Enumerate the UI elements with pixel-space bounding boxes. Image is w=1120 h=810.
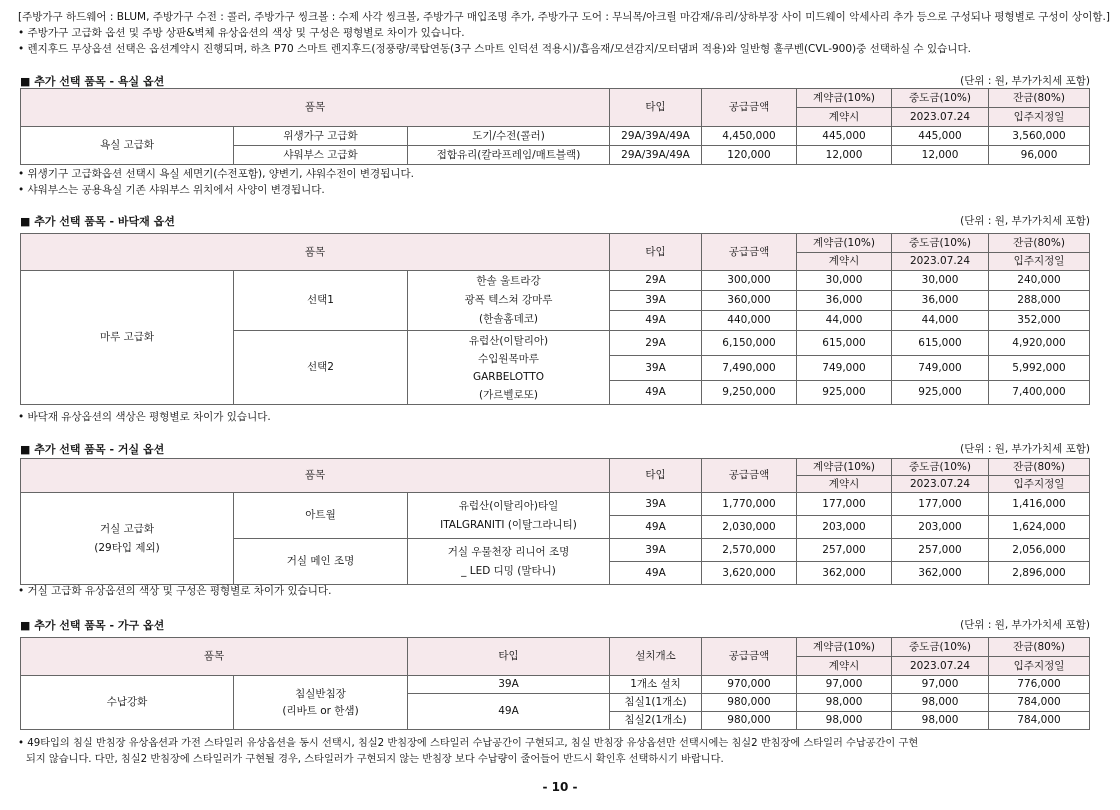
cell-middle: 615,000	[892, 331, 989, 356]
header-balance: 잔금(80%)	[989, 459, 1090, 476]
header-deposit: 계약금(10%)	[797, 234, 892, 253]
bath-section-title: ■ 추가 선택 품목 - 욕실 옵션	[20, 75, 165, 88]
header-item: 품목	[21, 89, 610, 127]
furniture-category: 수납강화	[21, 676, 234, 730]
header-middle: 중도금(10%)	[892, 89, 989, 108]
header-price: 공급금액	[702, 638, 797, 676]
cell-install-count: 침실1(1개소)	[610, 694, 702, 712]
floor-category: 마루 고급화	[21, 271, 234, 405]
header-middle-sub: 2023.07.24	[892, 253, 989, 271]
header-deposit-sub: 계약시	[797, 253, 892, 271]
bath-table	[20, 88, 1090, 165]
name-line: 침실반침장	[295, 687, 346, 700]
cell-type: 39A	[610, 539, 702, 562]
cell-price: 7,490,000	[702, 356, 797, 381]
cell-price: 440,000	[702, 311, 797, 331]
cell-type: 49A	[610, 516, 702, 539]
living-table	[20, 458, 1090, 585]
cell-type: 49A	[610, 562, 702, 585]
spec-line: 한솔 울트라강	[476, 275, 541, 287]
header-type: 타입	[610, 89, 702, 127]
header-item: 품목	[21, 459, 610, 493]
bath-note-2: • 샤워부스는 공용욕실 기존 샤워부스 위치에서 사양이 변경됩니다.	[18, 184, 325, 196]
cell-balance: 776,000	[989, 676, 1090, 694]
cell-deposit: 925,000	[797, 381, 892, 405]
header-deposit-sub: 계약시	[797, 476, 892, 493]
cell-price: 360,000	[702, 291, 797, 311]
header-deposit-sub: 계약시	[797, 657, 892, 676]
header-balance: 잔금(80%)	[989, 638, 1090, 657]
cell-middle: 362,000	[892, 562, 989, 585]
cell-middle: 44,000	[892, 311, 989, 331]
header-balance: 잔금(80%)	[989, 89, 1090, 108]
cell-balance: 784,000	[989, 694, 1090, 712]
header-price: 공급금액	[702, 234, 797, 271]
cell-balance: 240,000	[989, 271, 1090, 291]
header-middle: 중도금(10%)	[892, 638, 989, 657]
cell-middle: 98,000	[892, 712, 989, 730]
cell-deposit: 30,000	[797, 271, 892, 291]
top-note-3: • 렌지후드 무상옵션 선택은 옵션계약시 진행되며, 하츠 P70 스마트 렌지후드(정풍량/쿡탑연동(3구 스마트 인덕션 적용시)/흡음재/모션감지/모터댐퍼 적용)와 일반형 훌쿠벤(CVL-900)중 선택하실 수 있습니다.	[18, 43, 971, 55]
cell-price: 4,450,000	[702, 127, 797, 146]
header-balance-sub: 입주지정일	[989, 476, 1090, 493]
floor-option-spec	[408, 331, 610, 405]
cell-type: 49A	[610, 381, 702, 405]
cell-price: 970,000	[702, 676, 797, 694]
cell-install-count: 침실2(1개소)	[610, 712, 702, 730]
cell-type: 39A	[610, 356, 702, 381]
cell-type: 39A	[408, 676, 610, 694]
cell-type: 29A/39A/49A	[610, 146, 702, 165]
living-option-spec	[408, 539, 610, 585]
cell-middle: 36,000	[892, 291, 989, 311]
spec-line: 거실 우물천장 리니어 조명	[447, 545, 570, 558]
cell-middle: 177,000	[892, 493, 989, 516]
bath-note-1: • 위생기구 고급화옵션 선택시 욕실 세면기(수전포함), 양변기, 샤워수전이 변경됩니다.	[18, 168, 414, 180]
cell-deposit: 98,000	[797, 694, 892, 712]
furniture-note-2: 되지 않습니다. 다만, 침실2 반침장에 스타일러가 구현될 경우, 스타일러가 구현되지 않는 반침장 보다 수납량이 줄어들어 반드시 확인후 선택하시기 바랍니다.	[26, 754, 724, 765]
living-note: • 거실 고급화 유상옵션의 색상 및 구성은 평형별로 차이가 있습니다.	[18, 585, 332, 597]
spec-line: _ LED 디밍 (말타니)	[461, 564, 556, 577]
cell-balance: 7,400,000	[989, 381, 1090, 405]
bath-category: 욕실 고급화	[21, 127, 234, 165]
cell-price: 9,250,000	[702, 381, 797, 405]
bath-unit-label: (단위 : 원, 부가가치세 포함)	[960, 75, 1090, 87]
spec-line: ITALGRANITI (이탈그라니티)	[440, 518, 577, 531]
cell-middle: 30,000	[892, 271, 989, 291]
furniture-note-1: • 49타입의 침실 반침장 유상옵션과 가전 스타일러 유상옵션을 동시 선택시, 침실2 반침장에 스타일러 수납공간이 구현되고, 침실 반침장 유상옵션만 선택시에는 침실2 반침장에 스타일러 수납공간이 구현	[18, 738, 919, 749]
header-middle-sub: 2023.07.24	[892, 108, 989, 127]
cell-type: 29A/39A/49A	[610, 127, 702, 146]
bath-item-spec: 도기/수전(콜러)	[408, 127, 610, 146]
bath-item-name: 샤워부스 고급화	[234, 146, 408, 165]
page-number: - 10 -	[542, 780, 578, 794]
cell-price: 3,620,000	[702, 562, 797, 585]
furniture-table	[20, 637, 1090, 730]
cell-type: 49A	[610, 311, 702, 331]
header-balance: 잔금(80%)	[989, 234, 1090, 253]
header-deposit-sub: 계약시	[797, 108, 892, 127]
floor-note: • 바닥재 유상옵션의 색상은 평형별로 차이가 있습니다.	[18, 411, 271, 423]
cell-deposit: 749,000	[797, 356, 892, 381]
cell-price: 6,150,000	[702, 331, 797, 356]
floor-section-title: ■ 추가 선택 품목 - 바닥재 옵션	[20, 215, 175, 228]
header-middle-sub: 2023.07.24	[892, 476, 989, 493]
floor-table	[20, 233, 1090, 405]
living-section-title: ■ 추가 선택 품목 - 거실 옵션	[20, 443, 165, 456]
cell-install-count: 1개소 설치	[610, 676, 702, 694]
furniture-section-title: ■ 추가 선택 품목 - 가구 옵션	[20, 619, 165, 632]
header-type: 타입	[610, 234, 702, 271]
living-category	[21, 493, 234, 585]
header-middle-sub: 2023.07.24	[892, 657, 989, 676]
spec-line: 광폭 텍스쳐 강마루	[464, 294, 553, 306]
spec-line: (가르벨로또)	[479, 388, 538, 401]
living-option-name: 아트월	[234, 493, 408, 539]
floor-unit-label: (단위 : 원, 부가가치세 포함)	[960, 215, 1090, 227]
bath-item-name: 위생가구 고급화	[234, 127, 408, 146]
top-note-1: [주방가구 하드웨어 : BLUM, 주방가구 수전 : 콜러, 주방가구 씽크볼 : 수제 사각 씽크볼, 주방가구 매입조명 추가, 주방가구 도어 : 무늬목/아크릴 마감재/유리/상하부장 사이 미드웨이 악세사리 추가 등으로 구성되나 평형별로 구성이 상이함.]	[18, 11, 1110, 23]
cell-deposit: 615,000	[797, 331, 892, 356]
cell-type: 39A	[610, 291, 702, 311]
cell-balance: 4,920,000	[989, 331, 1090, 356]
cell-deposit: 177,000	[797, 493, 892, 516]
spec-line: (한솔홈데코)	[479, 313, 538, 325]
cell-middle: 12,000	[892, 146, 989, 165]
cell-deposit: 97,000	[797, 676, 892, 694]
cell-middle: 257,000	[892, 539, 989, 562]
cell-price: 2,570,000	[702, 539, 797, 562]
cell-deposit: 445,000	[797, 127, 892, 146]
cell-price: 300,000	[702, 271, 797, 291]
cell-balance: 1,624,000	[989, 516, 1090, 539]
cell-balance: 2,896,000	[989, 562, 1090, 585]
cell-deposit: 36,000	[797, 291, 892, 311]
living-unit-label: (단위 : 원, 부가가치세 포함)	[960, 443, 1090, 455]
cell-price: 2,030,000	[702, 516, 797, 539]
spec-line: GARBELOTTO	[472, 370, 545, 383]
spec-line: 유럽산(이탈리아)타일	[458, 499, 559, 512]
furniture-unit-label: (단위 : 원, 부가가치세 포함)	[960, 619, 1090, 631]
floor-option-spec	[408, 271, 610, 331]
header-middle: 중도금(10%)	[892, 234, 989, 253]
header-balance-sub: 입주지정일	[989, 253, 1090, 271]
cell-deposit: 12,000	[797, 146, 892, 165]
header-balance-sub: 입주지정일	[989, 657, 1090, 676]
header-price: 공급금액	[702, 459, 797, 493]
living-option-spec	[408, 493, 610, 539]
cell-balance: 288,000	[989, 291, 1090, 311]
cell-middle: 203,000	[892, 516, 989, 539]
header-deposit: 계약금(10%)	[797, 89, 892, 108]
category-line: (29타입 제외)	[94, 541, 160, 554]
cell-deposit: 44,000	[797, 311, 892, 331]
header-deposit: 계약금(10%)	[797, 638, 892, 657]
cell-deposit: 98,000	[797, 712, 892, 730]
cell-middle: 749,000	[892, 356, 989, 381]
bath-item-spec: 접합유리(칼라프레임/매트블랙)	[408, 146, 610, 165]
cell-balance: 5,992,000	[989, 356, 1090, 381]
cell-deposit: 257,000	[797, 539, 892, 562]
cell-price: 980,000	[702, 694, 797, 712]
cell-price: 980,000	[702, 712, 797, 730]
cell-price: 120,000	[702, 146, 797, 165]
floor-option-name: 선택2	[234, 331, 408, 405]
cell-balance: 352,000	[989, 311, 1090, 331]
cell-type: 49A	[408, 694, 610, 730]
floor-option-name: 선택1	[234, 271, 408, 331]
header-item: 품목	[21, 234, 610, 271]
header-middle: 중도금(10%)	[892, 459, 989, 476]
name-line: (리바트 or 한샘)	[282, 704, 359, 717]
spec-line: 수입원목마루	[478, 352, 539, 365]
cell-middle: 98,000	[892, 694, 989, 712]
header-item: 품목	[21, 638, 408, 676]
living-option-name: 거실 메인 조명	[234, 539, 408, 585]
header-type: 타입	[610, 459, 702, 493]
furniture-item-name	[234, 676, 408, 730]
header-type: 타입	[408, 638, 610, 676]
cell-deposit: 362,000	[797, 562, 892, 585]
top-note-2: • 주방가구 고급화 옵션 및 주방 상판&벽체 유상옵션의 색상 및 구성은 평형별로 차이가 있습니다.	[18, 27, 465, 39]
cell-balance: 3,560,000	[989, 127, 1090, 146]
header-deposit: 계약금(10%)	[797, 459, 892, 476]
cell-balance: 784,000	[989, 712, 1090, 730]
header-price: 공급금액	[702, 89, 797, 127]
cell-balance: 1,416,000	[989, 493, 1090, 516]
cell-type: 39A	[610, 493, 702, 516]
spec-line: 유럽산(이탈리아)	[468, 334, 549, 347]
cell-middle: 97,000	[892, 676, 989, 694]
cell-balance: 2,056,000	[989, 539, 1090, 562]
header-balance-sub: 입주지정일	[989, 108, 1090, 127]
header-install-count: 설치개소	[610, 638, 702, 676]
cell-price: 1,770,000	[702, 493, 797, 516]
cell-type: 29A	[610, 331, 702, 356]
cell-middle: 445,000	[892, 127, 989, 146]
cell-deposit: 203,000	[797, 516, 892, 539]
category-line: 거실 고급화	[99, 522, 155, 535]
cell-type: 29A	[610, 271, 702, 291]
cell-balance: 96,000	[989, 146, 1090, 165]
cell-middle: 925,000	[892, 381, 989, 405]
